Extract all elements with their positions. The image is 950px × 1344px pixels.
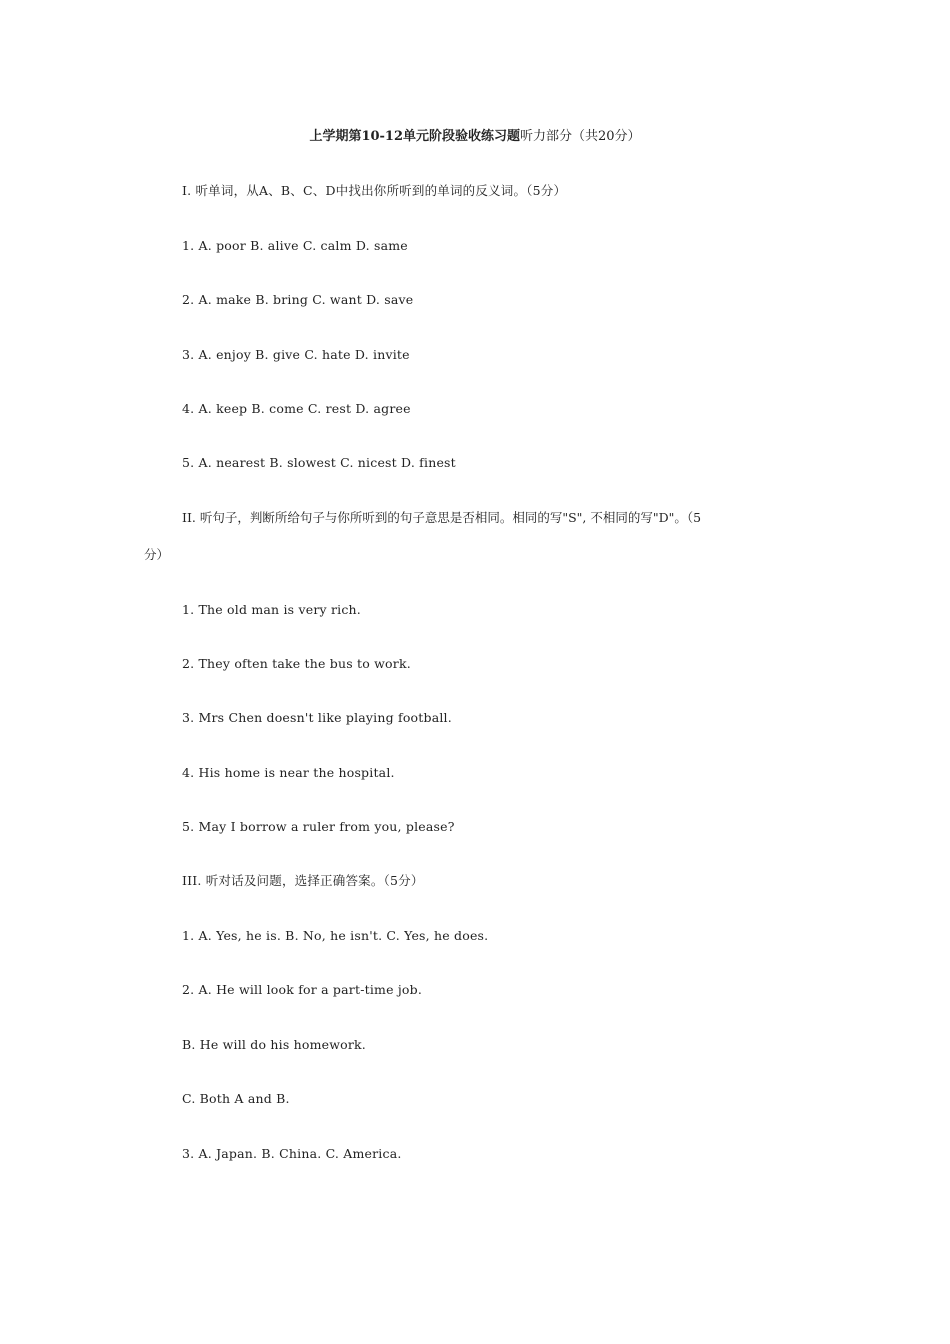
section2-item-3: 3. Mrs Chen doesn't like playing football. [182,710,452,725]
section3-item-1: 1. A. Yes, he is. B. No, he isn't. C. Yes, he does. [182,928,489,943]
section3-item-2a: 2. A. He will look for a part-time job. [182,982,423,997]
section2-item-1: 1. The old man is very rich. [182,602,361,617]
title-bold-part: 上学期第10-12单元阶段验收练习题 [309,129,521,144]
section1-heading: I. 听单词，从A、B、C、D中找出你所听到的单词的反义词。（5分） [182,183,567,198]
section2-heading-line2: 分） [144,547,170,562]
section2-item-5: 5. May I borrow a ruler from you, please? [182,819,455,834]
section3-item-2c: C. Both A and B. [182,1091,290,1106]
section1-item-4: 4. A. keep B. come C. rest D. agree [182,401,411,416]
section2-heading-line1: II. 听句子，判断所给句子与你所听到的句子意思是否相同。相同的写"S", 不相同的写"D"。（5 [182,510,702,525]
section1-item-3: 3. A. enjoy B. give C. hate D. invite [182,347,410,362]
section3-item-3: 3. A. Japan. B. China. C. America. [182,1146,402,1161]
section1-item-5: 5. A. nearest B. slowest C. nicest D. finest [182,455,456,470]
section1-item-2: 2. A. make B. bring C. want D. save [182,292,414,307]
section1-item-1: 1. A. poor B. alive C. calm D. same [182,238,408,253]
title-normal-part: 听力部分（共20分） [520,129,641,144]
section2-item-2: 2. They often take the bus to work. [182,656,411,671]
section3-heading: III. 听对话及问题，选择正确答案。（5分） [182,873,424,888]
page-title [0,128,950,146]
section3-item-2b: B. He will do his homework. [182,1037,366,1052]
section2-item-4: 4. His home is near the hospital. [182,765,395,780]
